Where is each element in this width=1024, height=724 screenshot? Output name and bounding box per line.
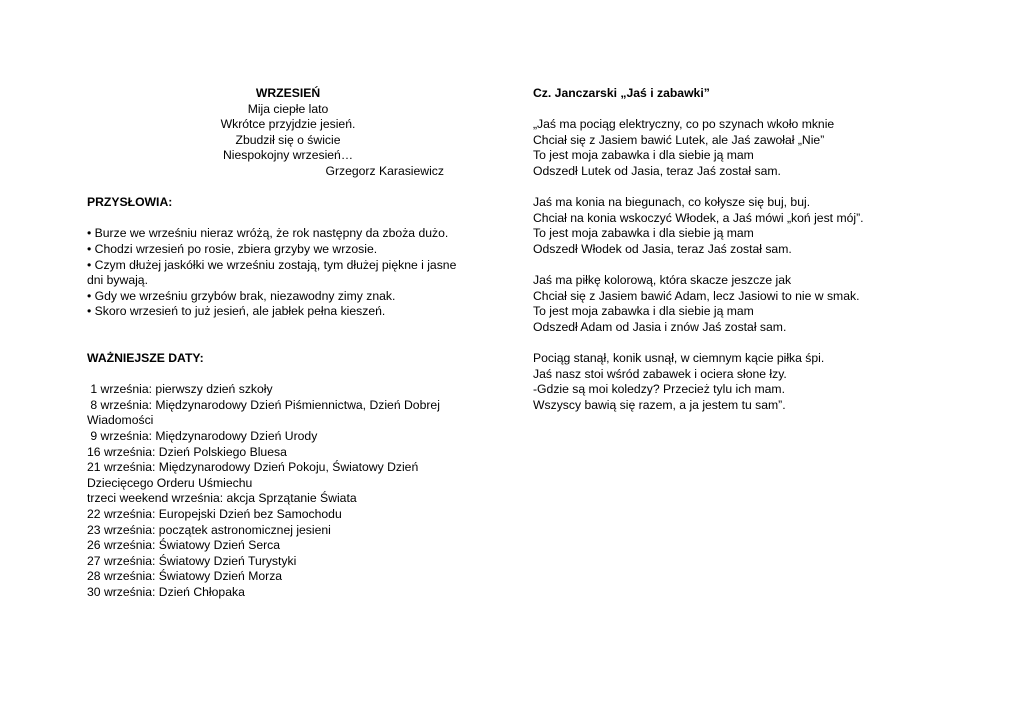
stanza (533, 117, 933, 179)
date-item: 26 września: Światowy Dzień Serca (87, 538, 281, 553)
proverb-item: • Gdy we wrześniu grzybów brak, niezawodny zimy znak. (87, 288, 396, 303)
stanza-line: Odszedł Lutek od Jasia, teraz Jaś został sam. (533, 163, 781, 178)
spacer (533, 102, 933, 118)
spacer (87, 211, 487, 227)
dates-heading: WAŻNIEJSZE DATY: (87, 351, 204, 366)
stanza-line: Jaś nasz stoi wśród zabawek i ociera słone łzy. (533, 366, 787, 381)
date-item: 30 września: Dzień Chłopaka (87, 585, 245, 599)
date-item: 16 września: Dzień Polskiego Bluesa (87, 444, 287, 459)
stanza-line: Chciał się z Jasiem bawić Lutek, ale Jaś zawołał „Nie” (533, 132, 825, 147)
date-item: 21 września: Międzynarodowy Dzień Pokoju, Światowy Dzień Dziecięcego Orderu Uśmiechu (87, 460, 419, 490)
stanza-line: Jaś ma konia na biegunach, co kołysze się buj, buj. (533, 195, 811, 210)
poem-line: Wkrótce przyjdzie jesień. (220, 117, 356, 132)
poem-title: WRZESIEŃ (255, 86, 321, 100)
poem-wrzesien (87, 86, 487, 180)
proverbs-heading: PRZYSŁOWIA: (87, 195, 173, 210)
poem-line: Niespokojny wrzesień… (222, 148, 354, 163)
proverb-item: • Burze we wrześniu nieraz wróżą, że rok następny da zboża dużo. (87, 226, 449, 241)
stanza (533, 195, 933, 257)
right-column (533, 86, 933, 413)
date-item: 23 września: początek astronomicznej jesieni (87, 522, 331, 537)
date-item: 27 września: Światowy Dzień Turystyki (87, 553, 297, 568)
spacer (533, 180, 933, 196)
stanza (533, 351, 933, 413)
stanza (533, 273, 933, 335)
stanza-line: -Gdzie są moi koledzy? Przecież tylu ich mam. (533, 382, 785, 397)
poem-author: Grzegorz Karasiewicz (325, 163, 444, 178)
date-item: 9 września: Międzynarodowy Dzień Urody (87, 429, 318, 444)
stanza-line: To jest moja zabawka i dla siebie ją mam (533, 226, 754, 241)
date-item: 8 września: Międzynarodowy Dzień Piśmiennictwa, Dzień Dobrej Wiadomości (87, 397, 444, 428)
proverb-item: • Chodzi wrzesień po rosie, zbiera grzyby we wrzosie. (87, 241, 378, 256)
stanza-line: To jest moja zabawka i dla siebie ją mam (533, 304, 754, 319)
dates-section (87, 351, 487, 601)
poem-jas-title: Cz. Janczarski „Jaś i zabawki” (533, 86, 710, 100)
stanza-line: Chciał się z Jasiem bawić Adam, lecz Jasiowi to nie w smak. (533, 288, 860, 303)
stanza-line: Chciał na konia wskoczyć Włodek, a Jaś mówi „koń jest mój”. (533, 210, 864, 225)
spacer (533, 336, 933, 352)
spacer (87, 180, 487, 196)
poem-line: Mija ciepłe lato (247, 101, 329, 116)
left-column (87, 86, 487, 601)
stanza-line: „Jaś ma pociąg elektryczny, co po szynach wkoło mknie (533, 117, 835, 132)
poem-line: Zbudził się o świcie (235, 132, 341, 147)
spacer (87, 320, 487, 351)
stanza-line: To jest moja zabawka i dla siebie ją mam (533, 148, 754, 163)
stanza-line: Odszedł Włodek od Jasia, teraz Jaś został sam. (533, 241, 792, 256)
stanza-line: Pociąg stanął, konik usnął, w ciemnym kącie piłka śpi. (533, 351, 825, 366)
date-item: 22 września: Europejski Dzień bez Samochodu (87, 507, 342, 522)
date-item: trzeci weekend września: akcja Sprzątanie Świata (87, 491, 357, 506)
proverb-item: • Czym dłużej jaskółki we wrześniu zostają, tym dłużej piękne i jasne dni bywają. (87, 257, 457, 288)
spacer (87, 367, 487, 383)
stanza-line: Odszedł Adam od Jasia i znów Jaś został sam. (533, 319, 787, 334)
proverb-item: • Skoro wrzesień to już jesień, ale jabłek pełna kieszeń. (87, 304, 386, 319)
date-item: 28 września: Światowy Dzień Morza (87, 569, 283, 584)
spacer (533, 258, 933, 274)
stanza-line: Wszyscy bawią się razem, a ja jestem tu sam”. (533, 397, 786, 412)
date-item: 1 września: pierwszy dzień szkoły (87, 382, 273, 397)
proverbs-section (87, 195, 487, 320)
stanza-line: Jaś ma piłkę kolorową, która skacze jeszcze jak (533, 273, 792, 288)
